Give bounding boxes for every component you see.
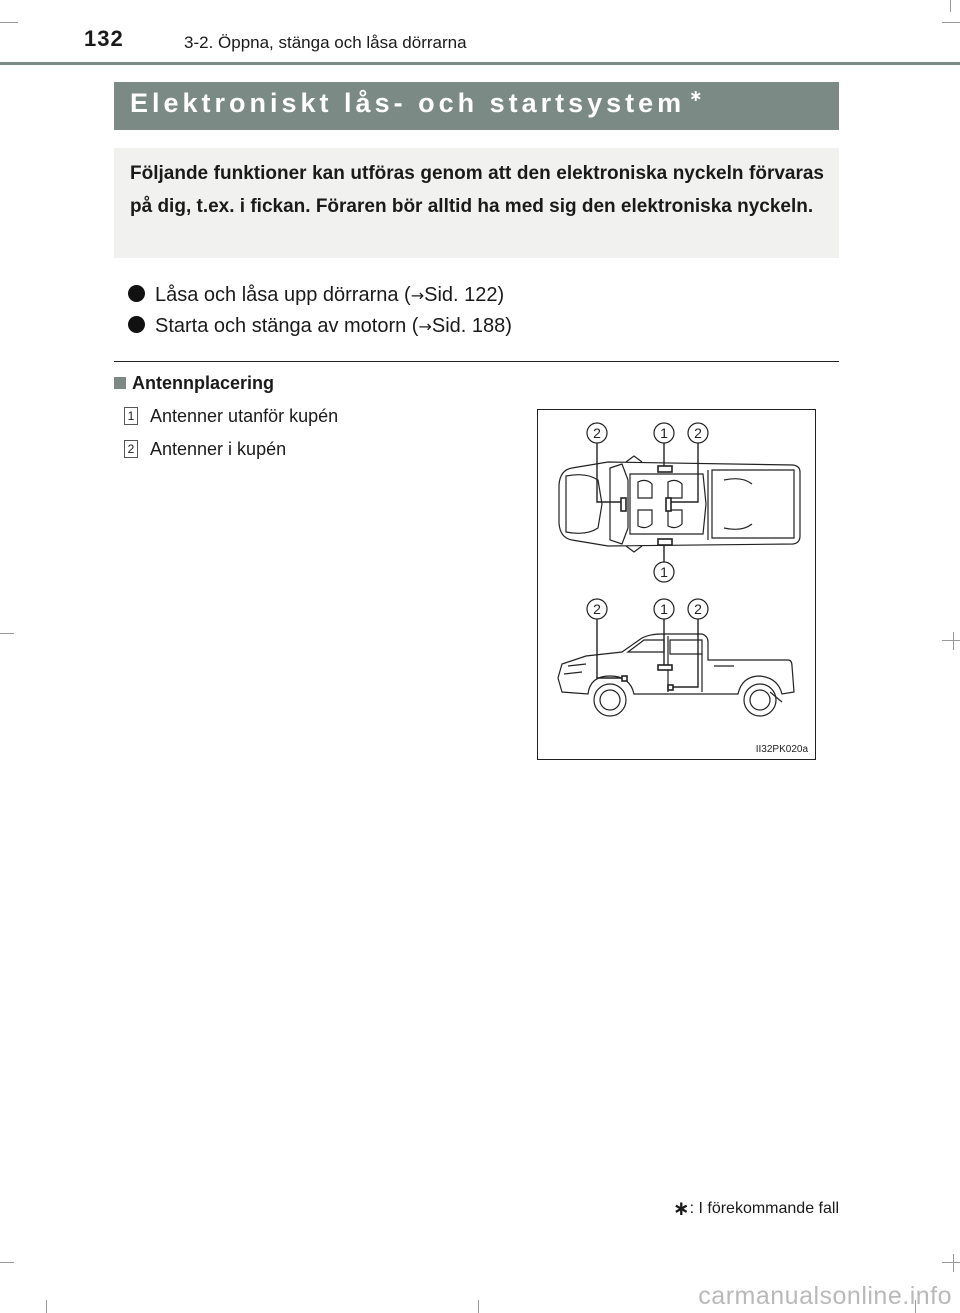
callout-label: 2: [694, 425, 702, 441]
crop-mark: [942, 640, 960, 641]
subsection-heading: [114, 373, 274, 394]
callout-label: 2: [593, 425, 601, 441]
crop-mark: [0, 633, 14, 634]
crop-mark: [953, 1254, 954, 1272]
intro-box: [114, 148, 839, 258]
header-rule: [0, 62, 960, 65]
legend-label: Antenner utanför kupén: [150, 406, 339, 426]
vehicle-diagram: [538, 410, 815, 759]
bullet-text: Starta och stänga av motorn (: [155, 315, 419, 337]
crop-mark: [942, 1262, 960, 1263]
page-number: 132: [84, 26, 124, 51]
footnote-asterisk: ∗: [672, 1198, 690, 1220]
callout-label: 2: [694, 601, 702, 617]
bullet-dot-icon: [128, 316, 145, 333]
subsection-title: Antennplacering: [132, 373, 275, 393]
page-title-text: Elektroniskt lås- och startsystem: [130, 88, 686, 118]
bullet-dot-icon: [128, 285, 145, 302]
callout-label: 1: [660, 425, 668, 441]
page-reference[interactable]: Sid. 122): [424, 284, 505, 306]
vehicle-side-view-icon: [558, 634, 794, 716]
arrow-right-icon: →: [418, 317, 432, 336]
crop-mark: [46, 1300, 47, 1313]
arrow-right-icon: →: [410, 286, 425, 305]
antenna-figure: [537, 409, 816, 760]
crop-mark: [0, 1262, 14, 1263]
section-title: 3-2. Öppna, stänga och låsa dörrarna: [184, 33, 467, 52]
crop-mark: [953, 632, 954, 650]
title-asterisk: ∗: [689, 88, 703, 105]
page-header: [0, 0, 960, 64]
page-reference[interactable]: Sid. 188): [431, 315, 512, 337]
footnote-text: : I förekommande fall: [689, 1200, 839, 1217]
page-title: [130, 88, 703, 119]
callout-label: 2: [593, 601, 601, 617]
legend-label: Antenner i kupén: [150, 439, 287, 459]
section-divider: [114, 361, 839, 362]
title-band: [114, 82, 839, 130]
crop-mark: [478, 1300, 479, 1313]
legend-item: [124, 406, 338, 427]
footnote: [673, 1194, 839, 1219]
intro-text: Följande funktioner kan utföras genom att den elektroniska nyckeln förvaras på dig, t.ex. i fickan. Föraren bör alltid ha med sig den elektroniska nyckeln.: [130, 163, 824, 217]
square-bullet-icon: [114, 377, 126, 389]
callout-label: 1: [660, 601, 668, 617]
legend-item: [124, 439, 286, 460]
bullet-item: [128, 315, 512, 338]
bullet-item: [128, 284, 504, 307]
callout-number: 1: [124, 407, 138, 425]
callout-number: 2: [124, 440, 138, 458]
bullet-text: Låsa och låsa upp dörrarna (: [155, 284, 411, 306]
vehicle-top-view-icon: [559, 456, 800, 552]
watermark: carmanualsonline.info: [698, 1282, 952, 1310]
figure-code: II32PK020a: [755, 744, 808, 755]
callout-label: 1: [660, 564, 668, 580]
